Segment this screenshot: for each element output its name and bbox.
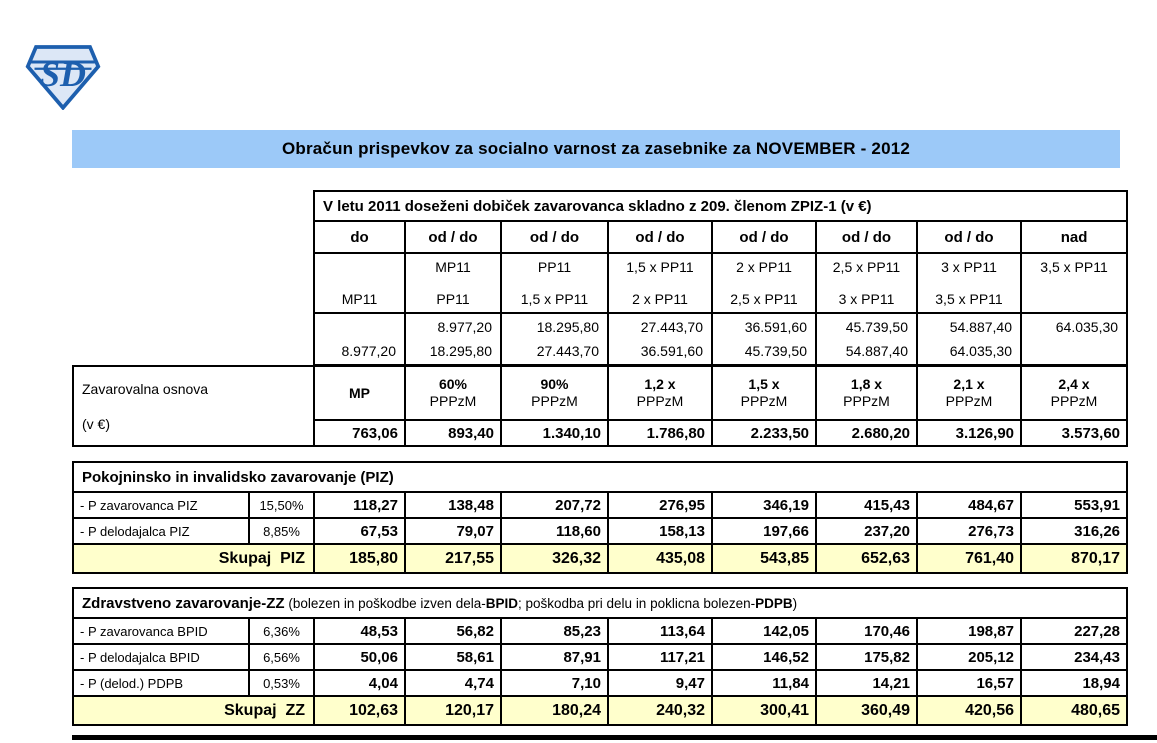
cell-line: PP11	[537, 259, 572, 275]
table-cell	[917, 253, 1021, 313]
rate-cell: 8,85%	[249, 518, 314, 544]
table-cell: 893,40	[405, 420, 501, 446]
table-cell: od / do	[608, 221, 712, 253]
table-row	[73, 644, 1127, 670]
cell-line: 2,1 x	[953, 376, 985, 392]
row-label: - P zavarovanca BPID	[73, 618, 249, 644]
table-cell: 79,07	[405, 518, 501, 544]
table-cell: 652,63	[816, 544, 917, 573]
insurance-base-table	[72, 365, 1128, 447]
table-cell: 4,04	[314, 670, 405, 696]
svg-text:SD: SD	[39, 54, 87, 94]
table-cell: od / do	[501, 221, 608, 253]
table-cell: 118,60	[501, 518, 608, 544]
table-cell	[917, 313, 1021, 365]
table-cell: 360,49	[816, 696, 917, 725]
cell-line: 8.977,20	[437, 319, 492, 335]
rate-cell: 6,56%	[249, 644, 314, 670]
cell-line: 64.035,30	[1055, 319, 1119, 335]
row-label: - P delodajalca PIZ	[73, 518, 249, 544]
cell-line: 36.591,60	[744, 319, 807, 335]
piz-total-label: Skupaj PIZ	[73, 544, 314, 573]
table-cell: 4,74	[405, 670, 501, 696]
table-cell	[608, 253, 712, 313]
table-row	[73, 618, 1127, 644]
cell-line: 60%	[438, 376, 468, 392]
cell-line: 3,5 x PP11	[935, 291, 1003, 307]
table-cell	[816, 253, 917, 313]
table-cell	[1021, 313, 1127, 365]
table-cell: 435,08	[608, 544, 712, 573]
cell-line: PP11	[436, 291, 470, 307]
table-cell: 14,21	[816, 670, 917, 696]
table-cell: 138,48	[405, 492, 501, 518]
table-cell: 113,64	[608, 618, 712, 644]
table-cell: 7,10	[501, 670, 608, 696]
cell-line: 18.295,80	[429, 343, 492, 359]
cell-line	[323, 319, 396, 335]
table-cell: 484,67	[917, 492, 1021, 518]
table-cell: 102,63	[314, 696, 405, 725]
bounds-label-row	[314, 253, 1127, 313]
table-cell	[608, 366, 712, 420]
cell-line: 1,5 x PP11	[626, 259, 694, 275]
table-cell: 146,52	[712, 644, 816, 670]
cell-line: 45.739,50	[744, 343, 807, 359]
cell-line: 2 x PP11	[632, 291, 688, 307]
table-cell	[314, 366, 405, 420]
table-cell: 48,53	[314, 618, 405, 644]
table-cell	[405, 253, 501, 313]
table-cell	[608, 313, 712, 365]
table-cell: 316,26	[1021, 518, 1127, 544]
table-row	[73, 670, 1127, 696]
zz-total-row	[73, 696, 1127, 725]
cell-line: 3,5 x PP11	[1040, 259, 1108, 275]
table-cell: do	[314, 221, 405, 253]
cell-line: 1,5 x	[748, 376, 780, 392]
table-cell: 553,91	[1021, 492, 1127, 518]
table-cell: 761,40	[917, 544, 1021, 573]
table-cell: 198,87	[917, 618, 1021, 644]
table-cell: 118,27	[314, 492, 405, 518]
row-label: - P delodajalca BPID	[73, 644, 249, 670]
cell-line: MP11	[341, 291, 378, 307]
zz-title-row	[73, 588, 1127, 618]
table-cell: 142,05	[712, 618, 816, 644]
base-label-cell	[73, 366, 314, 446]
table-cell	[501, 253, 608, 313]
table-cell	[1021, 366, 1127, 420]
table-cell: 2.233,50	[712, 420, 816, 446]
cell-line: 54.887,40	[949, 319, 1012, 335]
piz-title-row	[73, 462, 1127, 492]
cell-line	[1030, 291, 1118, 307]
cell-line: PPPzM	[636, 393, 684, 409]
table-cell	[712, 253, 816, 313]
base-label-line1: Zavarovalna osnova	[82, 380, 209, 397]
cell-line: 64.035,30	[949, 343, 1012, 359]
cell-line: PPPzM	[429, 393, 477, 409]
table-cell: 480,65	[1021, 696, 1127, 725]
table-cell: 300,41	[712, 696, 816, 725]
zz-total-label: Skupaj ZZ	[73, 696, 314, 725]
table-cell: od / do	[712, 221, 816, 253]
piz-total-row	[73, 544, 1127, 573]
table-cell: 3.126,90	[917, 420, 1021, 446]
table-cell: 58,61	[405, 644, 501, 670]
table-cell	[405, 366, 501, 420]
table-cell: 234,43	[1021, 644, 1127, 670]
cell-line: 1,2 x	[644, 376, 676, 392]
table-cell: nad	[1021, 221, 1127, 253]
zz-title-part: (bolezen in poškodbe izven dela-	[284, 595, 486, 611]
table-cell: 543,85	[712, 544, 816, 573]
sd-logo	[24, 44, 102, 110]
table-cell: 50,06	[314, 644, 405, 670]
profit-brackets-table	[313, 190, 1128, 366]
table-cell: 175,82	[816, 644, 917, 670]
table-cell: 2.680,20	[816, 420, 917, 446]
table-row	[73, 518, 1127, 544]
table-cell: 67,53	[314, 518, 405, 544]
table-cell: 11,84	[712, 670, 816, 696]
piz-section-title: Pokojninsko in invalidsko zavarovanje (PIZ)	[73, 462, 1127, 492]
table-cell: 180,24	[501, 696, 608, 725]
range-header-row	[314, 221, 1127, 253]
table-cell: od / do	[816, 221, 917, 253]
table-cell	[917, 366, 1021, 420]
cell-line: PPPzM	[843, 393, 890, 409]
cell-line: 54.887,40	[845, 343, 908, 359]
rate-cell: 6,36%	[249, 618, 314, 644]
table-cell: 85,23	[501, 618, 608, 644]
table-cell: 170,46	[816, 618, 917, 644]
table-cell	[1021, 253, 1127, 313]
table-cell: od / do	[405, 221, 501, 253]
zz-title-part: ; poškodba pri delu in poklicna bolezen-	[517, 595, 756, 611]
cell-line: 18.295,80	[536, 319, 599, 335]
table-cell: 87,91	[501, 644, 608, 670]
table-cell	[816, 366, 917, 420]
table-cell	[501, 366, 608, 420]
table-cell: 18,94	[1021, 670, 1127, 696]
table-cell: od / do	[917, 221, 1021, 253]
cell-line: PPPzM	[945, 393, 993, 409]
table-cell: 56,82	[405, 618, 501, 644]
cell-line: 36.591,60	[640, 343, 703, 359]
zz-title-main: Zdravstveno zavarovanje-ZZ	[82, 594, 285, 612]
zz-table	[72, 587, 1128, 726]
table-cell: 207,72	[501, 492, 608, 518]
cell-line: 3 x PP11	[941, 259, 997, 275]
table-cell: 763,06	[314, 420, 405, 446]
table-cell: 9,47	[608, 670, 712, 696]
bounds-value-row	[314, 313, 1127, 365]
table-cell: 1.340,10	[501, 420, 608, 446]
piz-table	[72, 461, 1128, 574]
table-cell: 3.573,60	[1021, 420, 1127, 446]
rate-cell: 0,53%	[249, 670, 314, 696]
zz-section-title	[73, 588, 1127, 618]
rate-cell: 15,50%	[249, 492, 314, 518]
table-cell: 16,57	[917, 670, 1021, 696]
cell-line: 90%	[540, 376, 569, 392]
table-cell: 346,19	[712, 492, 816, 518]
table-cell: 326,32	[501, 544, 608, 573]
cell-line: 27.443,70	[640, 319, 703, 335]
table-cell: 276,95	[608, 492, 712, 518]
zz-title-pdpb: PDPB	[755, 595, 793, 611]
cell-line	[323, 259, 396, 275]
sd-logo-icon	[24, 44, 102, 110]
cell-line: 2,5 x PP11	[730, 291, 798, 307]
table-cell: 870,17	[1021, 544, 1127, 573]
cell-line	[1030, 343, 1118, 359]
table-cell: 420,56	[917, 696, 1021, 725]
table-cell: 205,12	[917, 644, 1021, 670]
cell-line: PPPzM	[740, 393, 788, 409]
cell-line: PPPzM	[1050, 393, 1098, 409]
table-cell: 1.786,80	[608, 420, 712, 446]
table-cell: 240,32	[608, 696, 712, 725]
cell-line: 2,4 x	[1058, 376, 1090, 392]
zz-title-part: )	[792, 595, 798, 611]
table-cell: 237,20	[816, 518, 917, 544]
profit-table-title: V letu 2011 doseženi dobiček zavarovanca skladno z 209. členom ZPIZ-1 (v €)	[314, 191, 1127, 221]
title-banner	[72, 130, 1120, 168]
table-cell	[314, 253, 405, 313]
table-cell: 217,55	[405, 544, 501, 573]
table-cell: 227,28	[1021, 618, 1127, 644]
cell-line: 2 x PP11	[736, 259, 792, 275]
table-cell	[816, 313, 917, 365]
table-cell: 197,66	[712, 518, 816, 544]
cell-line: MP	[349, 384, 370, 401]
table-cell	[405, 313, 501, 365]
table-cell: 117,21	[608, 644, 712, 670]
profit-title-row	[314, 191, 1127, 221]
row-label: - P (delod.) PDPB	[73, 670, 249, 696]
table-cell: 120,17	[405, 696, 501, 725]
row-label: - P zavarovanca PIZ	[73, 492, 249, 518]
table-cell: 276,73	[917, 518, 1021, 544]
table-cell: 185,80	[314, 544, 405, 573]
base-header-row	[73, 366, 1127, 420]
table-cell	[712, 313, 816, 365]
cell-line: 27.443,70	[536, 343, 599, 359]
cell-line: 2,5 x PP11	[832, 259, 901, 275]
cell-line: 45.739,50	[845, 319, 908, 335]
cell-line: MP11	[435, 259, 471, 275]
cell-line: 1,8 x	[850, 376, 883, 392]
cell-line: PPPzM	[531, 393, 578, 409]
cell-line: 1,5 x PP11	[520, 291, 589, 307]
table-cell	[712, 366, 816, 420]
zz-title-bpid: BPID	[485, 595, 518, 611]
table-cell	[501, 313, 608, 365]
base-label-line2: (v €)	[82, 415, 110, 432]
table-cell: 415,43	[816, 492, 917, 518]
page-title: Obračun prispevkov za socialno varnost za zasebnike za NOVEMBER - 2012	[281, 139, 911, 158]
table-cell: 158,13	[608, 518, 712, 544]
table-row	[73, 492, 1127, 518]
table-cell	[314, 313, 405, 365]
next-section-divider	[72, 735, 1157, 740]
cell-line: 8.977,20	[341, 343, 396, 359]
cell-line: 3 x PP11	[838, 291, 895, 307]
